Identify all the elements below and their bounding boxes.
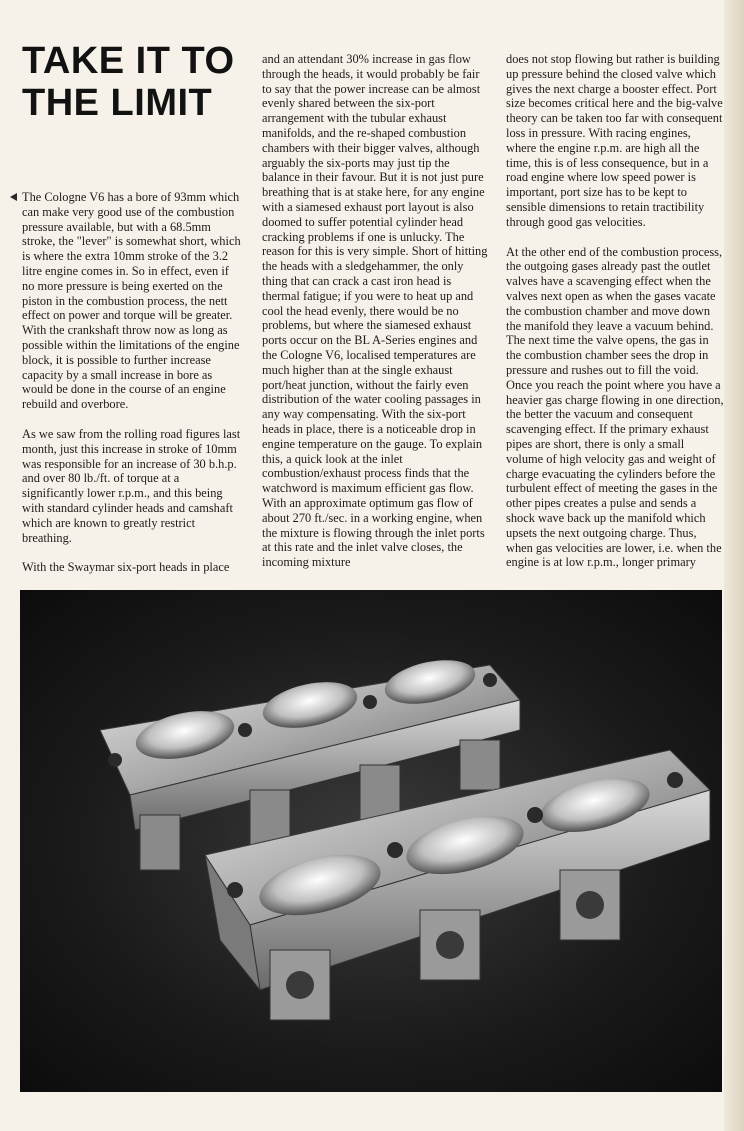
paragraph: With the Swaymar six-port heads in place: [22, 560, 230, 575]
column-3: [506, 52, 724, 585]
paragraph: As we saw from the rolling road figures last month, just this increase in stroke of 10mm was responsible for an increase of 30 b.h.p. and over 80 lb./ft. of torque at a significantly lower r.p.m., and this being with standard cylinder heads and camshaft which are known to greatly restrict breathing.: [22, 426, 241, 545]
column-1: [22, 190, 244, 590]
paragraph: and an attendant 30% increase in gas flow through the heads, it would probably be fair to say that the power increase can be almost evenly shared between the six-port arrangement with the tubular exhaust manifolds, and the re-shaped combustion chambers with their bigger valves, although arguably the six-ports may just tip the balance in their favour. But it is not just pure breathing that is at stake here, for any engine with a siamesed exhaust port layout is also doomed to suffer potential cylinder head cracking problems if one is unlucky. The reason for this is very simple. Short of hitting the heads with a sledgehammer, the only thing that can crack a cast iron head is thermal fatigue; if you were to heat up and cool the head evenly, there would be no problems, but where the siamesed exhaust ports occur on the BL A-Series engines and the Cologne V6, localised temperatures are much higher than at the single exhaust port/heat junction, without the fairly even distribution of the water cooling passages in any way compensating. With the six-port heads in place, there is a noticeable drop in engine temperature on the gauge. To explain this, a quick look at the inlet combustion/exhaust process finds that the watchword is maximum efficient gas flow. With an approximate optimum gas flow of about 270 ft./sec. in a working engine, when the mixture is flowing through the inlet ports at this rate and the inlet valve closes, the incoming mixture: [262, 52, 488, 570]
column-2: [262, 52, 488, 585]
page-edge: [724, 0, 744, 1131]
cylinder-heads-photo: [20, 590, 722, 1092]
cylinder-heads-photo-icon: [20, 590, 722, 1092]
title-line-1: TAKE IT TO: [22, 40, 235, 82]
paragraph: does not stop flowing but rather is building up pressure behind the closed valve which gives the next charge a booster effect. Port size becomes critical here and the big-valve theory can be taken too far with consequent loss in pressure. With racing engines, where the engine r.p.m. are high all the time, this is of less consequence, but in a road engine where low speed power is important, port size has to be kept to sensible dimensions to retain tractibility through good gas velocities.: [506, 52, 723, 229]
title-line-2: THE LIMIT: [22, 82, 213, 124]
paragraph-marker-icon: [10, 193, 17, 201]
paragraph: At the other end of the combustion process, the outgoing gases already past the outlet valves have a scavenging effect when the valves next open as when the gases vacate the combustion chamber and move down the manifold they leave a vacuum behind. The next time the valve opens, the gas in the combustion chamber sees the drop in pressure and rushes out to fill the void. Once you reach the point where you have a heavier gas charge flowing in one direction, the better the vacuum and consequent scavenging effect. If the primary exhaust pipes are short, there is only a small volume of high velocity gas and weight of charge evacuating the cylinders before the turbulent effect of meeting the gases in the other pipes creates a pulse and sends a shock wave back up the manifold which upsets the next outgoing charge. Thus, when gas velocities are lower, i.e. when the engine is at low r.p.m., longer primary: [506, 244, 724, 570]
paragraph: The Cologne V6 has a bore of 93mm which can make very good use of the combustion pressure available, but with a 68.5mm stroke, the "lever" is somewhat short, which is where the extra 10mm stroke of the 3.2 litre engine comes in. So in effect, even if no more pressure is being exerted on the piston in the combustion process, the nett effect on power and torque will be greater. With the crankshaft throw now as long as possible within the limitations of the engine block, it is possible to further increase capacity by a small increase in bore as would be done in the course of an engine rebuild and overbore.: [22, 190, 241, 412]
page-title: [22, 40, 242, 124]
